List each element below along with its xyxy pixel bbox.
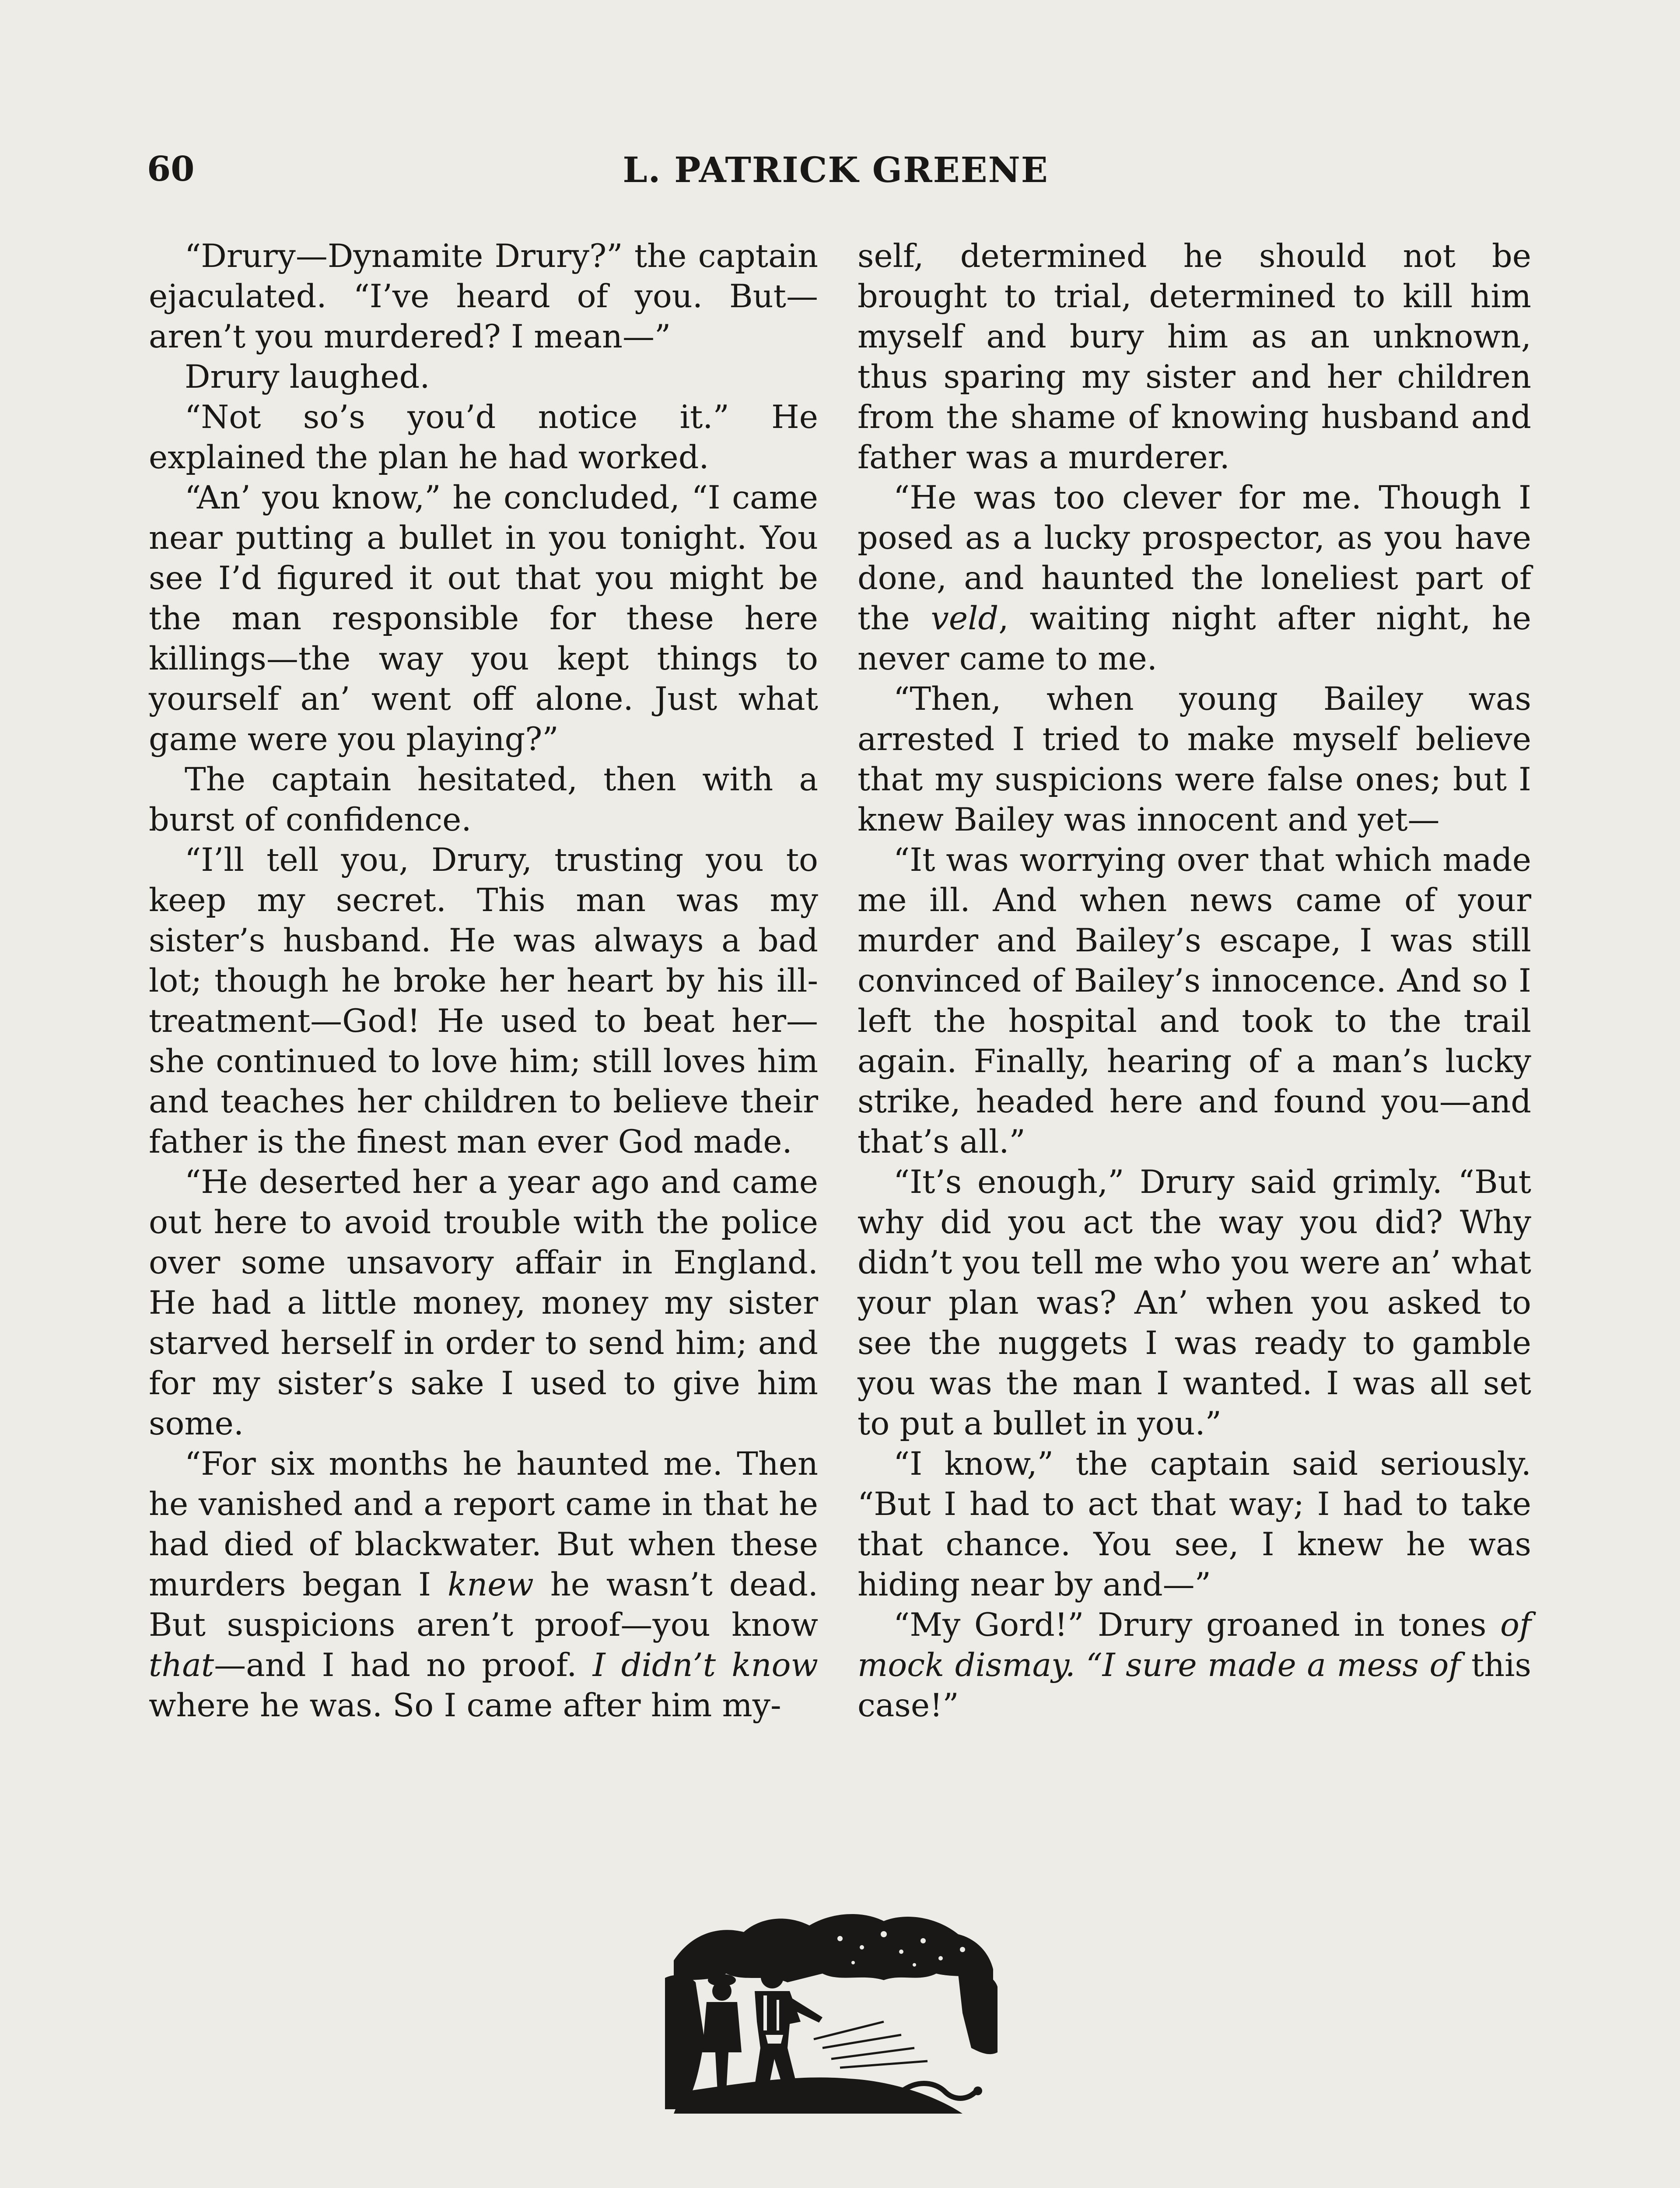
left-text-column <box>149 236 818 1726</box>
paragraph <box>858 1605 1531 1726</box>
paragraph: “Drury—Dynamite Drury?” the captain ejaculated. “I’ve heard of you. But—aren’t you murdered? I mean—” <box>149 238 818 355</box>
text-run: “My Gord!” Drury groaned in tones <box>893 1606 1501 1644</box>
emphasis: that <box>149 1647 214 1684</box>
paragraph: “It’s enough,” Drury said grimly. “But why did you act the way you did? Why didn’t you tell me who you were an’ what your plan was? An’ when you asked to see the nuggets I was ready to gamble you was the man I wanted. I was all set to put a bullet in you.” <box>858 1164 1531 1442</box>
paragraph: “He deserted her a year ago and came out here to avoid trouble with the police over some unsavory affair in England. He had a little money, money my sister starved herself in order to send him; and for my sister’s sake I used to give him some. <box>149 1164 818 1442</box>
right-text-column <box>858 236 1531 1726</box>
paragraph: “Then, when young Bailey was arrested I tried to make myself believe that my suspicions were false ones; but I knew Bailey was innocent and yet— <box>858 680 1531 838</box>
text-run: he wasn’t dead. But suspicions aren’t proof—you know <box>149 1566 818 1644</box>
paragraph: The captain hesitated, then with a burst of confidence. <box>149 761 818 838</box>
paragraph: “It was worrying over that which made me ill. And when news came of your murder and Bailey’s escape, I was still convinced of Bailey’s innocence. And so I left the hospital and took to the trail again. Finally, hearing of a man’s lucky strike, headed here and found you—and that’s all.” <box>858 842 1531 1161</box>
paragraph: “I’ll tell you, Drury, trusting you to keep my secret. This man was my sister’s husband. He was always a bad lot; though he broke her heart by his ill-treatment—God! He used to beat her—she continued to love him; still loves him and teaches her children to believe their father is the finest man ever God made. <box>149 842 818 1161</box>
page-number: 60 <box>147 149 195 189</box>
emphasis: I didn’t know <box>592 1647 818 1684</box>
emphasis: knew <box>447 1566 534 1603</box>
paragraph <box>149 1444 818 1726</box>
paragraph-continued: self, determined he should not be brought to trial, determined to kill him myself and bury him as an unknown, thus sparing my sister and her children from the shame of knowing husband and father was a murderer. <box>858 238 1531 476</box>
running-head-title: L. PATRICK GREENE <box>623 149 1049 190</box>
emphasis: of mock dismay. “I sure made a mess of <box>858 1606 1531 1684</box>
text-run: “He was too clever for me. Though I posed as a lucky prospector, as you have done, and haunted the loneliest part of the <box>858 479 1531 637</box>
paragraph: Drury laughed. <box>185 358 430 396</box>
paragraph: “An’ you know,” he concluded, “I came near putting a bullet in you tonight. You see I’d figured it out that you might be the man responsible for these here killings—the way you kept things to yourself an’ went off alone. Just what game were you playing?” <box>149 479 818 758</box>
woodcut-vignette-icon <box>656 1908 1006 2127</box>
paragraph: “Not so’s you’d notice it.” He explained the plan he had worked. <box>149 399 818 476</box>
text-run: “For six months he haunted me. Then he vanished and a report came in that he had died of blackwater. But when these murders began I <box>149 1445 818 1603</box>
emphasis: veld <box>931 600 999 637</box>
paragraph <box>858 478 1531 679</box>
paragraph: “I know,” the captain said seriously. “But I had to act that way; I had to take that chance. You see, I knew he was hiding near by and—” <box>858 1445 1531 1603</box>
text-run: where he was. So I came after him my- <box>149 1687 781 1724</box>
text-run: —and I had no proof. <box>214 1647 593 1684</box>
text-run: this case!” <box>858 1647 1531 1724</box>
text-run: , waiting night after night, he never came to me. <box>858 600 1531 677</box>
